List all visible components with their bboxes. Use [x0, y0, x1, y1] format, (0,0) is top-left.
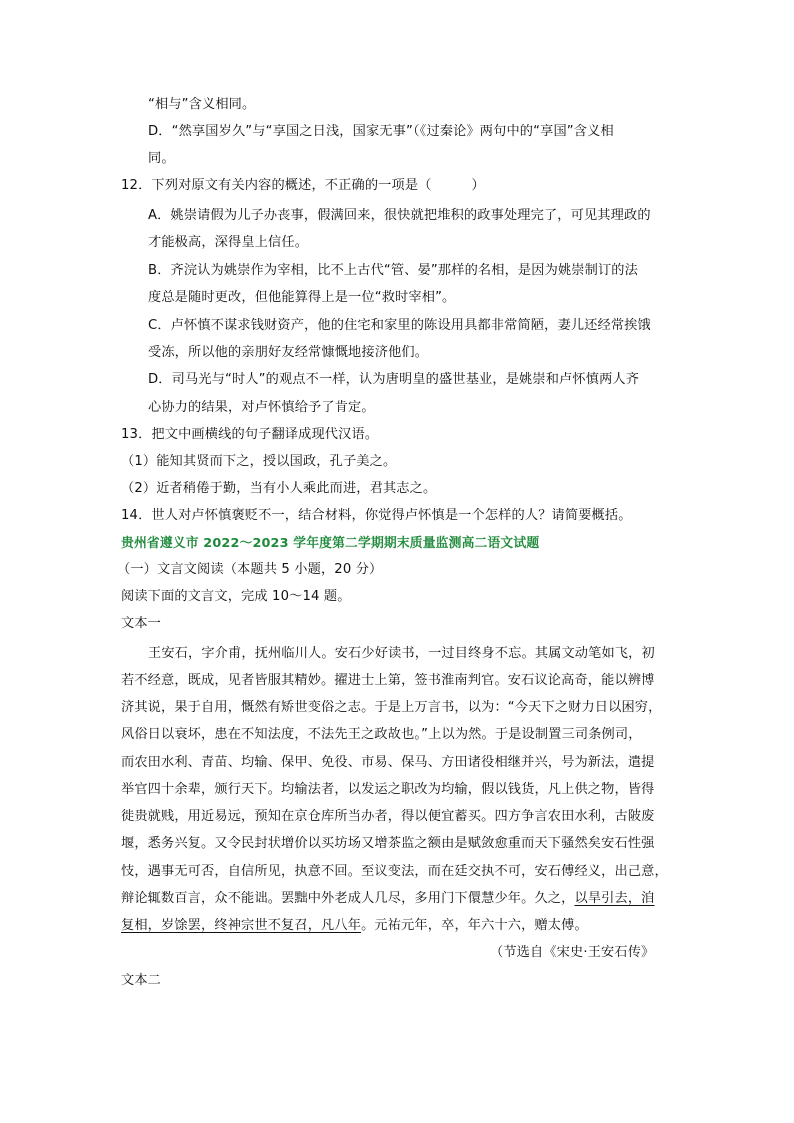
passage-text: 辩论辄数百言，众不能诎。罢黜中外老成人几尽，多用门下儇慧少年。久之，	[121, 891, 575, 906]
q13-sentence-2: （2）近者稍倦于勤，当有小人乘此而进，君其志之。	[121, 481, 437, 496]
passage-line: 堰，悉务兴复。又令民封状增价以买坊场又增茶监之额由是赋敛愈重而天下骚然矣安石性强	[121, 836, 655, 851]
passage-text: 。元祐元年，卒，年六十六，赠太傅。	[361, 918, 588, 933]
q13-stem: 13．把文中画横线的句子翻译成现代汉语。	[121, 427, 379, 442]
underlined-sentence: 复相，岁馀罢，终神宗世不复召，凡八年	[121, 918, 362, 933]
q11-option-d-continuation: 同。	[148, 151, 175, 166]
passage-line: 济其说，果于自用，慨然有矫世变俗之志。于是上万言书，以为：“今天下之财力日以困穷，	[121, 700, 662, 715]
q12-option-d: D．司马光与“时人”的观点不一样，认为唐明皇的盛世基业，是姚崇和卢怀慎两人齐	[148, 372, 640, 387]
section-subtitle: （一）文言文阅读（本题共 5 小题，20 分）	[117, 562, 383, 577]
passage-line	[121, 917, 588, 935]
passage-line: 王安石，字介甫，抚州临川人。安石少好读书，一过目终身不忘。其属文动笔如飞，初	[148, 646, 655, 661]
reading-instruction: 阅读下面的文言文，完成 10～14 题。	[121, 589, 351, 604]
q14-stem: 14．世人对卢怀慎褒贬不一，结合材料，你觉得卢怀慎是一个怎样的人？请简要概括。	[121, 508, 632, 523]
q12-option-b-continuation: 度总是随时更改，但他能算得上是一位“救时宰相”。	[148, 290, 456, 305]
q12-option-c-continuation: 受冻，所以他的亲朋好友经常慷慨地接济他们。	[148, 345, 429, 360]
passage-line: 举官四十余辈，颁行天下。均输法者，以发运之职改为均输，假以钱货，凡上供之物，皆得	[121, 782, 655, 797]
q13-sentence-1: （1）能知其贤而下之，授以国政，孔子美之。	[121, 454, 397, 469]
text-two-label: 文本二	[121, 973, 162, 988]
passage-line: 风俗日以衰坏，患在不知法度，不法先王之政故也。”上以为然。于是设制置三司条例司，	[121, 727, 642, 742]
section-title: 贵州省遵义市 2022～2023 学年度第二学期期末质量监测高二语文试题	[121, 536, 540, 551]
text-one-label: 文本一	[121, 616, 162, 631]
passage-source: （节选自《宋史·王安石传》	[490, 945, 655, 960]
q12-option-d-continuation: 心协力的结果，对卢怀慎给予了肯定。	[148, 400, 375, 415]
passage-line: 而农田水利、青苗、均输、保甲、免役、市易、保马、方田诸役相继并兴，号为新法，遣提	[121, 755, 655, 770]
underlined-sentence: 以旱引去，洎	[574, 891, 655, 906]
passage-line	[121, 890, 655, 908]
passage-line: 徙贵就贱，用近易远，预知在京仓库所当办者，得以便宜蓄买。四方争言农田水利，古陂废	[121, 809, 655, 824]
q12-option-a-continuation: 才能极高，深得皇上信任。	[148, 235, 309, 250]
q11-option-d: D．“然享国岁久”与“享国之日浅，国家无事”（《过秦论》两句中的“享国”含义相	[148, 124, 614, 139]
passage-line: 忮，遇事无可否，自信所见，执意不回。至议变法，而在廷交执不可，安石傅经义，出己意，	[121, 864, 668, 879]
q12-option-a: A．姚崇请假为儿子办丧事，假满回来，很快就把堆积的政事处理完了，可见其理政的	[148, 208, 651, 223]
passage-line: 若不经意，既成，见者皆服其精妙。擢进士上第，签书淮南判官。安石议论高奇，能以辨博	[121, 673, 655, 688]
q12-stem: 12．下列对原文有关内容的概述，不正确的一项是（ ）	[121, 178, 485, 193]
q12-option-b: B．齐浣认为姚崇作为宰相，比不上古代“管、晏”那样的名相，是因为姚崇制订的法	[148, 263, 638, 278]
q12-option-c: C．卢怀慎不谋求钱财资产，他的住宅和家里的陈设用具都非常简陋，妻儿还经常挨饿	[148, 318, 651, 333]
q11-option-c-continuation: “相与”含义相同。	[148, 97, 256, 112]
